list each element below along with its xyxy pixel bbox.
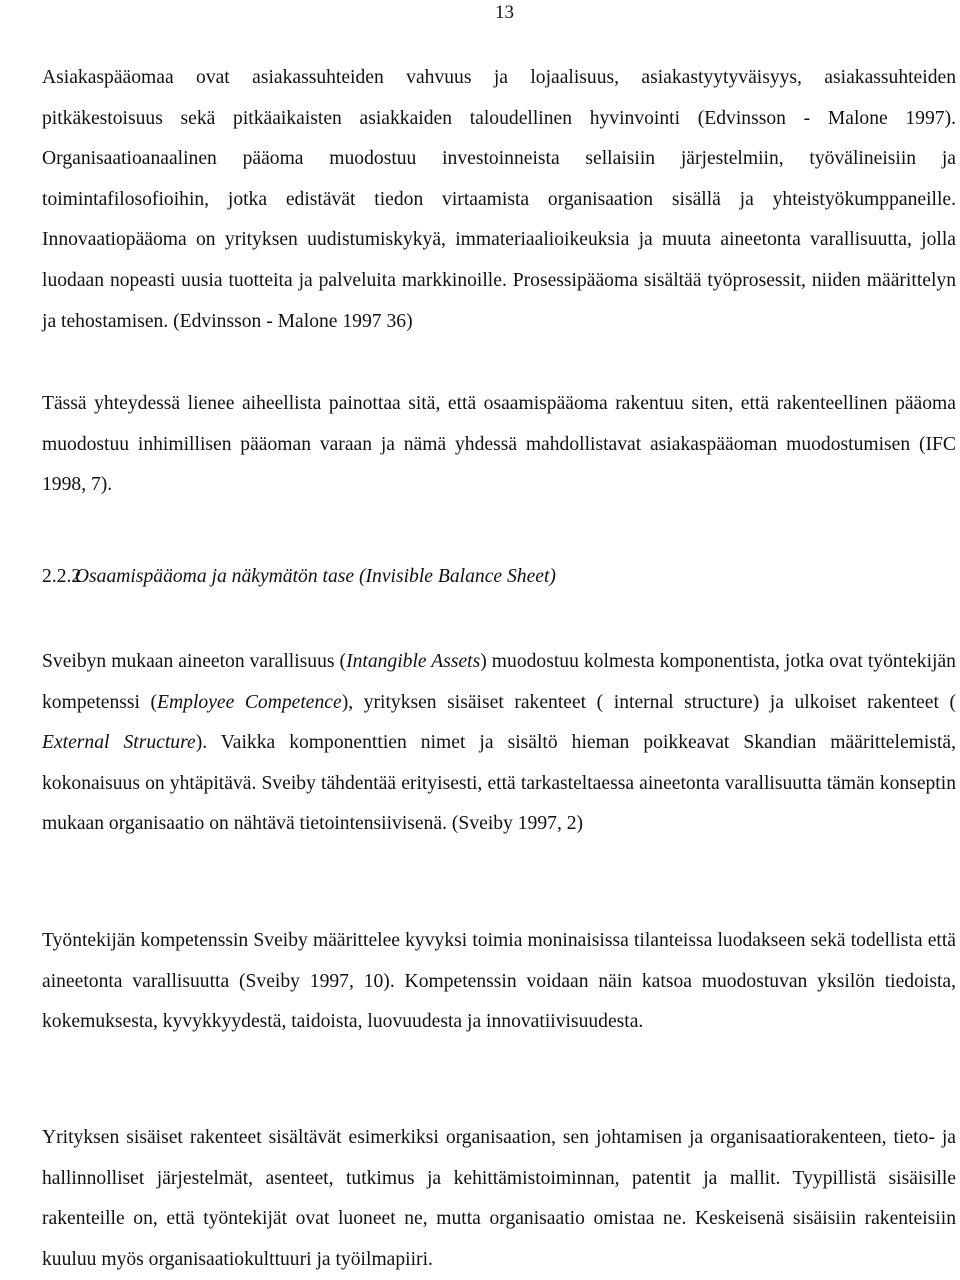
paragraph-capital-components: Asiakaspääomaa ovat asiakassuhteiden vahvuus ja lojaalisuus, asiakastyytyväisyys, asiakassuhteiden pitkäkestoisuus sekä pitkäaikaisten asiakkaiden taloudellinen hyvinvointi (Edvinsson - Malone 1997). Organisaatioanaalinen pääoma muodostuu investoinneista sellaisiin järjestelmiin, työvälineisiin ja toimintafilosofioihin, jotka edistävät tiedon virtaamista organisaation sisällä ja yhteistyökumppaneille. Innovaatiopääoma on yrityksen uudistumiskykyä, immateriaalioikeuksia ja muuta aineetonta varallisuutta, jolla luodaan nopeasti uusia tuotteita ja palveluita markkinoille. Prosessipääoma sisältää työprosessit, niiden määrittelyn ja tehostamisen. (Edvinsson - Malone 1997 36) xyxy=(42,67,956,332)
paragraph-text: ). Vaikka komponenttien nimet ja sisältö hieman poikkeavat Skandian määrittelemistä, kokonaisuus on yhtäpitävä. Sveiby tähdentää erityisesti, että tarkasteltaessa aineetonta varallisuutta tämän konseptin mukaan organisaatio on nähtävä tietointensiivisenä. (Sveiby 1997, 2) xyxy=(42,732,956,835)
paragraph-text: ), yrityksen sisäiset rakenteet ( internal structure) ja ulkoiset rakenteet ( xyxy=(341,691,956,713)
paragraph-structural-capital: Tässä yhteydessä lienee aiheellista painottaa sitä, että osaamispääoma rakentuu siten, että rakenteellinen pääoma muodostuu inhimillisen pääoman varaan ja nämä yhdessä mahdollistavat asiakaspääoman muodostumisen (IFC 1998, 7). xyxy=(42,393,956,496)
section-heading xyxy=(42,562,956,592)
term-employee-competence: Employee Competence xyxy=(157,691,342,713)
paragraph-internal-structures: Yrityksen sisäiset rakenteet sisältävät esimerkiksi organisaation, sen johtamisen ja organisaatiorakenteen, tieto- ja hallinnolliset järjestelmät, asenteet, tutkimus ja kehittämistoiminnan, patentit ja mallit. Tyypillistä sisäisille rakenteille on, että työntekijät ovat luoneet ne, mutta organisaatio omistaa ne. Keskeisenä sisäisiin rakenteisiin kuuluu myös organisaatiokulttuuri ja työilmapiiri. xyxy=(42,1127,956,1270)
page-number: 13 xyxy=(495,2,514,23)
paragraph-employee-competence: Työntekijän kompetenssin Sveiby määrittelee kyvyksi toimia moninaisissa tilanteissa luodakseen sekä todellista että aineetonta varallisuutta (Sveiby 1997, 10). Kompetenssin voidaan näin katsoa muodostuvan yksilön tiedoista, kokemuksesta, kyvykkyydestä, taidoista, luovuudesta ja innovatiivisuudesta. xyxy=(42,930,956,1033)
paragraph-text: ) muodostuu kolmesta komponentista, jotka ovat työntekijän kompetenssi ( xyxy=(42,651,956,713)
paragraph-text: Sveibyn mukaan aineeton varallisuus ( xyxy=(42,651,347,672)
section-title: Osaamispääoma ja näkymätön tase (Invisible Balance Sheet) xyxy=(74,566,556,587)
paragraph-sveiby-components xyxy=(42,642,956,845)
term-intangible-assets: Intangible Assets xyxy=(346,651,481,672)
section-number: 2.2.2 xyxy=(42,566,82,587)
term-external-structure: External Structure xyxy=(42,732,196,754)
